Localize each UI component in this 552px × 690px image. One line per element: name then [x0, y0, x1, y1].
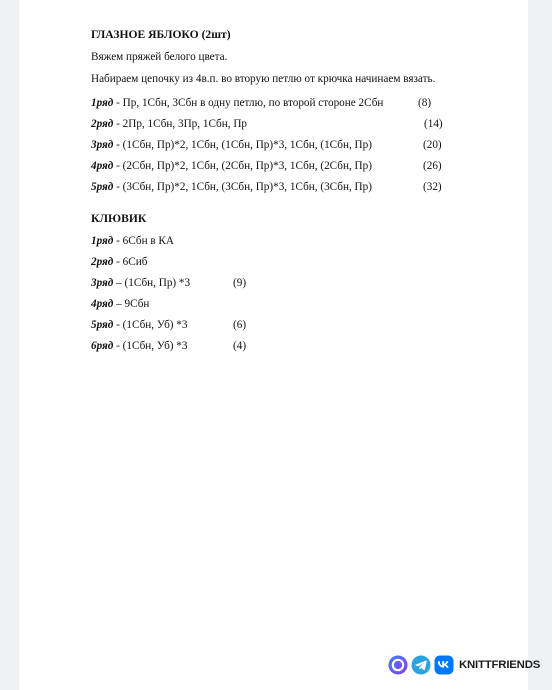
row-stitch-count: (6)	[233, 318, 247, 331]
document-content	[91, 28, 521, 361]
row-stitch-count: (14)	[424, 117, 443, 130]
row-text: - (1Сбн, Уб) *3	[113, 339, 188, 352]
row-label: 2ряд	[91, 117, 114, 130]
row-label: 4ряд	[91, 159, 114, 172]
row-stitch-count: (26)	[423, 159, 442, 172]
row-label: 1ряд	[91, 96, 114, 109]
pattern-row	[91, 160, 521, 174]
vk-icon[interactable]	[434, 655, 454, 675]
brand-watermark	[388, 655, 540, 675]
section-title-eyeball: ГЛАЗНОЕ ЯБЛОКО (2шт)	[91, 28, 231, 41]
row-text: - Пр, 1Сбн, 3Сбн в одну петлю, по второй стороне 2Сбн	[113, 96, 384, 109]
row-stitch-count: (4)	[233, 339, 247, 352]
max-messenger-icon[interactable]	[388, 655, 408, 675]
section-title-beak: КЛЮВИК	[91, 211, 147, 225]
row-stitch-count: (9)	[233, 276, 247, 289]
row-text: - 2Пр, 1Сбн, 3Пр, 1Сбн, Пр	[113, 117, 248, 130]
row-label: 4ряд	[91, 297, 114, 310]
telegram-icon[interactable]	[411, 655, 431, 675]
pattern-row	[91, 256, 521, 270]
pattern-row	[91, 181, 521, 195]
pattern-row	[91, 235, 521, 249]
row-label: 5ряд	[91, 318, 114, 331]
pattern-row	[91, 319, 521, 333]
row-text: - (1Сбн, Уб) *3	[113, 318, 188, 331]
pattern-row	[91, 118, 521, 132]
section-spacer	[91, 202, 521, 212]
row-text: – (1Сбн, Пр) *3	[113, 276, 191, 289]
row-label: 5ряд	[91, 180, 114, 193]
pattern-row	[91, 298, 521, 312]
row-text: - (1Сбн, Пр)*2, 1Сбн, (1Сбн, Пр)*3, 1Сбн, (1Сбн, Пр)	[113, 138, 372, 151]
pattern-row	[91, 97, 521, 111]
row-stitch-count: (8)	[418, 96, 432, 109]
row-label: 2ряд	[91, 255, 114, 268]
row-label: 3ряд	[91, 276, 114, 289]
row-text: - 6Сбн в КА	[113, 234, 174, 247]
document-page	[19, 0, 528, 690]
row-text: – 9Сбн	[113, 297, 150, 310]
row-label: 1ряд	[91, 234, 114, 247]
pattern-row	[91, 340, 521, 354]
row-text: - (2Сбн, Пр)*2, 1Сбн, (2Сбн, Пр)*3, 1Сбн, (2Сбн, Пр)	[113, 159, 372, 172]
row-stitch-count: (32)	[423, 180, 442, 193]
row-text: - 6Сиб	[113, 255, 148, 268]
row-label: 6ряд	[91, 339, 114, 352]
intro-paragraph: Набираем цепочку из 4в.п. во вторую петлю от крючка начинаем вязать.	[91, 73, 436, 86]
pattern-row	[91, 139, 521, 153]
brand-name: KNITTFRIENDS	[459, 659, 541, 671]
intro-paragraph: Вяжем пряжей белого цвета.	[91, 50, 228, 63]
row-stitch-count: (20)	[423, 138, 442, 151]
row-text: - (3Сбн, Пр)*2, 1Сбн, (3Сбн, Пр)*3, 1Сбн, (3Сбн, Пр)	[113, 180, 372, 193]
row-label: 3ряд	[91, 138, 114, 151]
pattern-row	[91, 277, 521, 291]
